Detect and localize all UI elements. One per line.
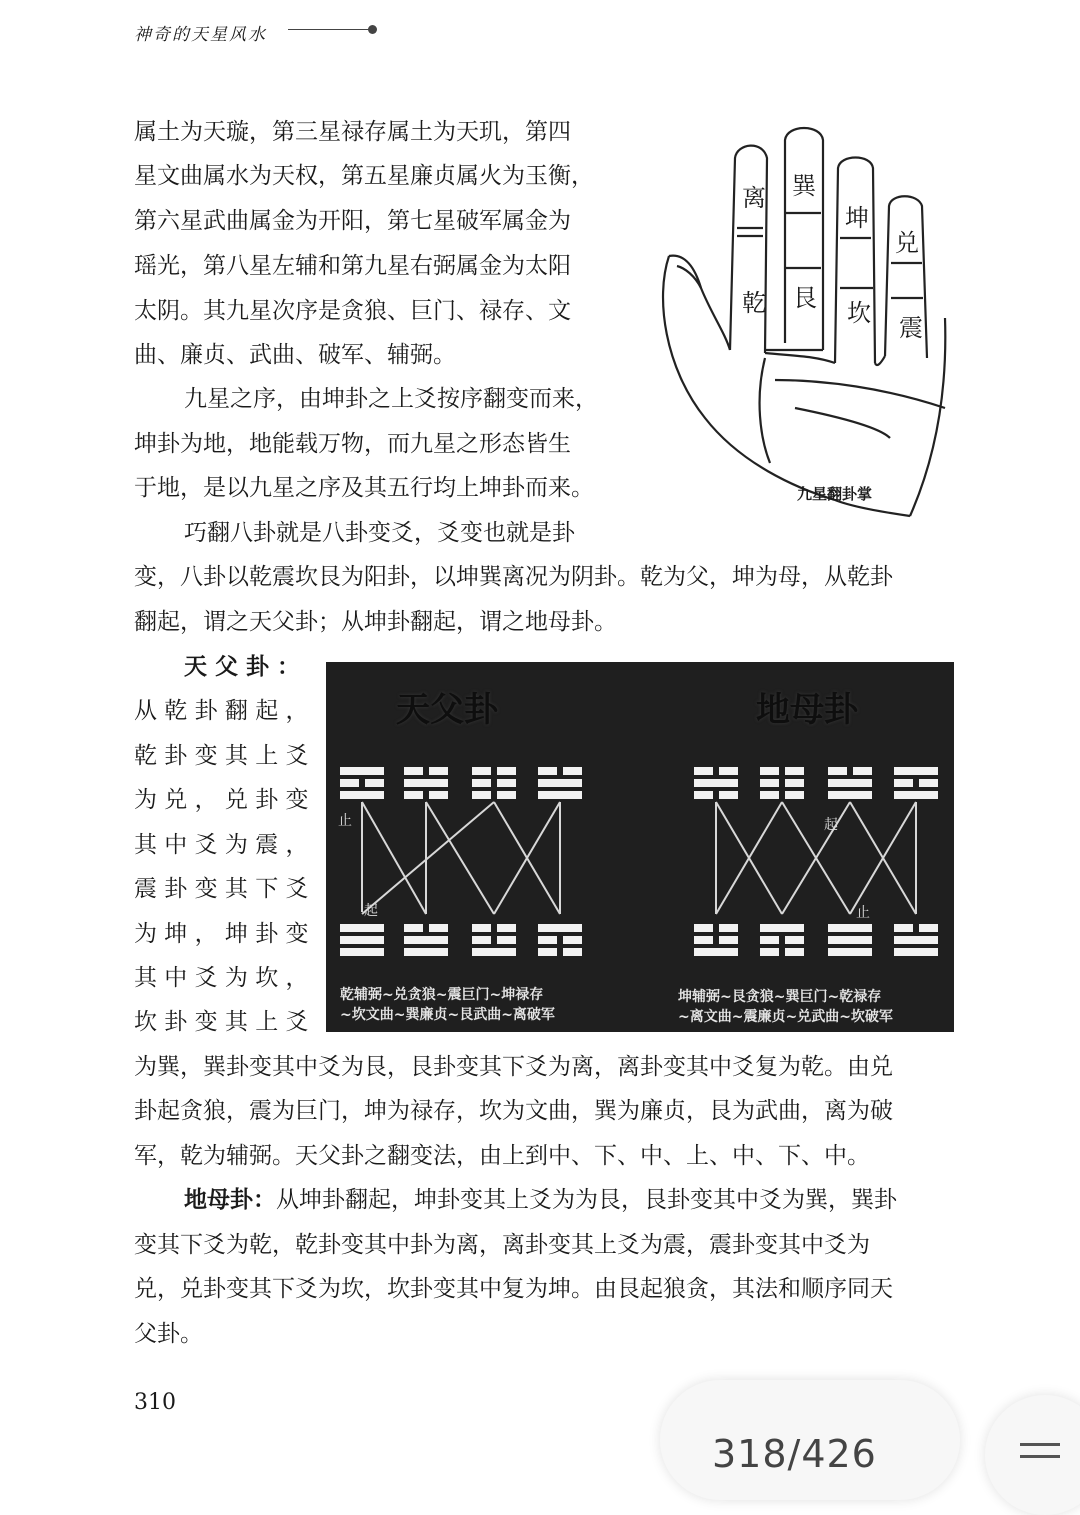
finger-label-kan: 坎 xyxy=(847,299,871,327)
text-line: 为 坤 ， 坤 卦 变 xyxy=(134,921,309,947)
header-rule xyxy=(288,29,370,30)
header-dot xyxy=(368,25,377,34)
text-line: 坤卦为地，地能载万物，而九星之形态皆生 xyxy=(134,431,571,457)
trigram-bar xyxy=(694,779,738,787)
trigram-bar xyxy=(563,936,582,944)
page-indicator-text: 318/426 xyxy=(712,1432,877,1476)
trigram-bar xyxy=(894,767,938,775)
trigram-bar xyxy=(538,924,582,932)
text-line: 为 兑 ， 兑 卦 变 xyxy=(134,787,309,813)
trigram-bar xyxy=(919,924,938,932)
transform-line xyxy=(426,802,494,914)
menu-icon-bar xyxy=(1020,1455,1060,1458)
trigram-bar xyxy=(404,924,423,932)
trigram-bar xyxy=(694,767,713,775)
trigram-bar xyxy=(828,779,872,787)
trigram-bar xyxy=(472,948,516,956)
transform-line xyxy=(362,802,426,914)
trigram-bar xyxy=(894,948,938,956)
trigram-bar xyxy=(497,924,516,932)
text-line: 翻起，谓之天父卦；从坤卦翻起，谓之地母卦。 xyxy=(134,609,617,635)
trigram-bar xyxy=(563,767,582,775)
trigram-bar xyxy=(785,767,804,775)
trigram-bar xyxy=(340,948,384,956)
text-line: 巧翻八卦就是八卦变爻，爻变也就是卦 xyxy=(184,520,575,546)
trigram-bar xyxy=(694,936,713,944)
trigram-bar xyxy=(719,767,738,775)
transform-line xyxy=(362,802,494,914)
trigram-bar xyxy=(340,767,384,775)
trigram-bar xyxy=(404,767,423,775)
left-caption-line2: ~坎文曲~巽廉贞~艮武曲~离破军 xyxy=(340,1007,555,1023)
trigram-bar xyxy=(538,779,582,787)
trigram-bar xyxy=(429,791,448,799)
finger-label-gen: 艮 xyxy=(793,284,817,312)
trigram-bar xyxy=(472,767,491,775)
right-caption-line2: ~离文曲~震廉贞~兑武曲~坎破军 xyxy=(678,1009,893,1025)
trigram-bar xyxy=(828,936,872,944)
text-line: 于地，是以九星之序及其五行均上坤卦而来。 xyxy=(134,475,594,501)
text-line: 震 卦 变 其 下 爻 xyxy=(134,876,309,902)
trigram-bar xyxy=(694,948,738,956)
finger-label-zhen: 震 xyxy=(899,314,923,342)
trigram-bar xyxy=(760,924,804,932)
trigram-bar xyxy=(719,936,738,944)
text-line: 变，八卦以乾震坎艮为阳卦，以坤巽离况为阴卦。乾为父，坤为母，从乾卦 xyxy=(134,564,893,590)
text-line: 军，乾为辅弼。天父卦之翻变法，由上到中、下、中、上、中、下、中。 xyxy=(134,1143,870,1169)
trigram-bar xyxy=(828,924,872,932)
trigram-bar xyxy=(497,779,516,787)
trigram-bar xyxy=(404,791,423,799)
text-line: 乾 卦 变 其 上 爻 xyxy=(134,743,309,769)
trigram-bar xyxy=(497,791,516,799)
right-marker-start: 起 xyxy=(824,817,838,833)
finger-label-dui: 兑 xyxy=(895,229,919,257)
trigram-bar xyxy=(719,924,738,932)
trigram-bar xyxy=(472,779,491,787)
trigram-bar xyxy=(853,767,872,775)
trigram-bar xyxy=(894,936,938,944)
trigram-bar xyxy=(760,948,779,956)
trigram-bar xyxy=(785,791,804,799)
text-line: 九星之序，由坤卦之上爻按序翻变而来， xyxy=(184,386,598,412)
trigram-bar xyxy=(785,936,804,944)
text-line: 属土为天璇，第三星禄存属土为天玑，第四 xyxy=(134,119,571,145)
menu-icon xyxy=(1020,1443,1060,1446)
trigram-bar xyxy=(404,779,448,787)
trigram-bar xyxy=(760,791,779,799)
trigram-bar xyxy=(497,767,516,775)
trigram-bar xyxy=(563,948,582,956)
trigram-bar xyxy=(365,779,384,787)
trigram-diagram xyxy=(326,662,954,1032)
hexagram-figure xyxy=(326,662,954,1032)
right-figure-title: 地母卦 xyxy=(756,690,858,730)
right-marker-stop: 止 xyxy=(856,905,870,921)
trigram-bar xyxy=(785,779,804,787)
right-caption-line1: 坤辅弼~艮贪狼~巽巨门~乾禄存 xyxy=(678,989,882,1005)
trigram-bar xyxy=(472,791,491,799)
menu-button[interactable] xyxy=(985,1395,1080,1515)
trigram-bar xyxy=(497,936,516,944)
trigram-bar xyxy=(894,779,913,787)
left-marker-start: 起 xyxy=(364,903,378,919)
text-line: 星文曲属水为天权，第五星廉贞属火为玉衡， xyxy=(134,163,594,189)
left-figure-title: 天父卦 xyxy=(396,690,498,730)
text-line: 曲、廉贞、武曲、破军、辅弼。 xyxy=(134,342,456,368)
trigram-bar xyxy=(719,791,738,799)
text-line: 坎 卦 变 其 上 爻 xyxy=(134,1009,309,1035)
finger-label-qian: 乾 xyxy=(742,289,766,317)
trigram-bar xyxy=(340,791,384,799)
text-line: 其 中 爻 为 震 ， xyxy=(134,832,309,858)
finger-label-li: 离 xyxy=(742,184,766,212)
trigram-bar xyxy=(538,767,557,775)
trigram-bar xyxy=(538,936,557,944)
trigram-bar xyxy=(404,936,448,944)
finger-label-kun: 坤 xyxy=(845,204,869,232)
text-line: 为巽，巽卦变其中爻为艮，艮卦变其下爻为离，离卦变其中爻复为乾。由兑 xyxy=(134,1054,893,1080)
trigram-bar xyxy=(760,767,779,775)
text-line: 从 乾 卦 翻 起 ， xyxy=(134,698,309,724)
trigram-bar xyxy=(785,948,804,956)
trigram-bar xyxy=(429,924,448,932)
text-line: 变其下爻为乾，乾卦变其中卦为离，离卦变其上爻为震，震卦变其中爻为 xyxy=(134,1232,870,1258)
trigram-bar xyxy=(894,791,938,799)
trigram-bar xyxy=(919,779,938,787)
trigram-bar xyxy=(760,936,779,944)
text-line: 瑶光，第八星左辅和第九星右弼属金为太阳 xyxy=(134,253,571,279)
trigram-bar xyxy=(340,779,359,787)
trigram-bar xyxy=(894,924,913,932)
hand-illustration xyxy=(645,118,955,528)
trigram-bar xyxy=(429,767,448,775)
text-line: 第六星武曲属金为开阳，第七星破军属金为 xyxy=(134,208,571,234)
text-line: 太阴。其九星次序是贪狼、巨门、禄存、文 xyxy=(134,298,571,324)
trigram-bar xyxy=(694,791,713,799)
text-line: 父卦。 xyxy=(134,1321,203,1347)
text-line: 兑，兑卦变其下爻为坎，坎卦变其中复为坤。由艮起狼贪，其法和顺序同天 xyxy=(134,1276,893,1302)
trigram-bar xyxy=(472,936,491,944)
trigram-bar xyxy=(760,779,779,787)
trigram-bar xyxy=(340,936,384,944)
page-indicator[interactable] xyxy=(660,1380,960,1500)
trigram-bar xyxy=(694,924,713,932)
book-title: 神奇的天星风水 xyxy=(134,25,267,45)
trigram-bar xyxy=(404,948,448,956)
trigram-bar xyxy=(828,767,847,775)
page-number: 310 xyxy=(134,1390,176,1415)
left-marker-stop: 止 xyxy=(338,813,352,829)
text-line: 天 父 卦 ： xyxy=(184,653,301,680)
trigram-bar xyxy=(538,948,557,956)
text-line: 其 中 爻 为 坎 ， xyxy=(134,965,309,991)
hand-caption: 九星翻卦掌 xyxy=(797,485,873,503)
trigram-bar xyxy=(828,791,872,799)
text-line: 地母卦：从坤卦翻起，坤卦变其上爻为为艮，艮卦变其中爻为巽，巽卦 xyxy=(184,1186,897,1213)
text-line: 卦起贪狼，震为巨门，坤为禄存，坎为文曲，巽为廉贞，艮为武曲，离为破 xyxy=(134,1098,893,1124)
trigram-bar xyxy=(828,948,872,956)
trigram-bar xyxy=(340,924,384,932)
trigram-bar xyxy=(538,791,582,799)
finger-label-xun: 巽 xyxy=(792,172,816,200)
bold-lead: 地母卦： xyxy=(184,1186,276,1213)
left-caption-line1: 乾辅弼~兑贪狼~震巨门~坤禄存 xyxy=(340,987,544,1003)
trigram-bar xyxy=(472,924,491,932)
